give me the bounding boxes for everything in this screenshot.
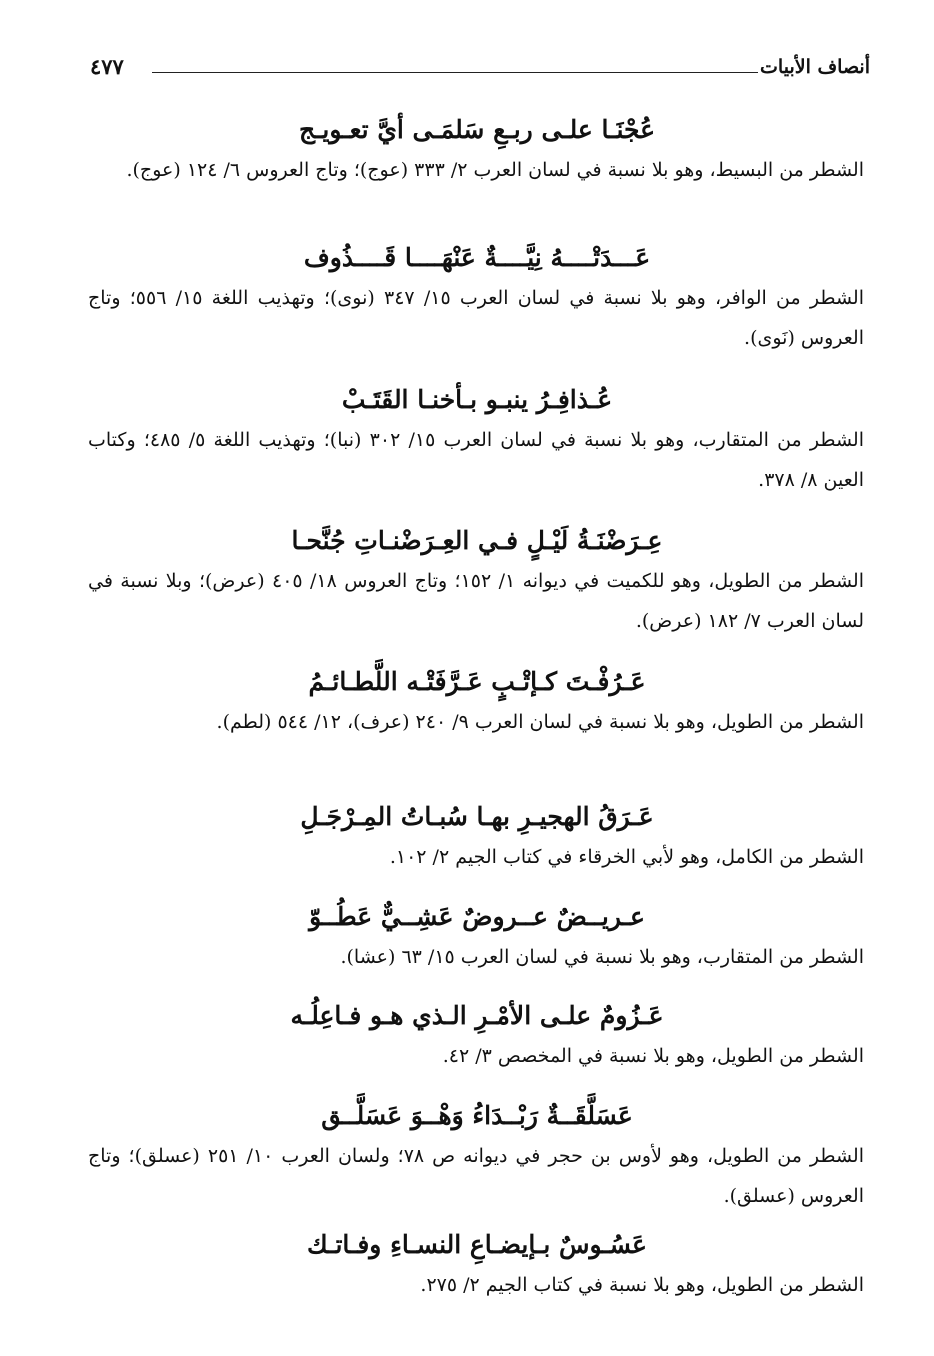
verse-note: الشطر من البسيط، وهو بلا نسبة في لسان العرب ٢/ ٣٣٣ (عوج)؛ وتاج العروس ٦/ ١٢٤ (عوج).	[126, 159, 864, 181]
verse-entry	[88, 380, 866, 500]
half-verse: عَـرُفْـتَ كـإتْـبٍ عَـرَّفَتْـه اللَّطـائـمُ	[308, 667, 646, 696]
half-verse: عُجْنَـا علـى ربـعِ سَلمَـى أيَّ تعـويـج	[298, 115, 656, 144]
verse-note: الشطر من الوافر، وهو بلا نسبة في لسان العرب ١٥/ ٣٤٧ (نوى)؛ وتهذيب اللغة ١٥/ ٥٥٦؛ وتاج العروس (نَوى).	[88, 287, 864, 349]
header-rule	[152, 72, 758, 73]
verse-entry	[88, 238, 866, 358]
verse-note: الشطر من الطويل، وهو بلا نسبة في كتاب الجيم ٢/ ٢٧٥.	[420, 1274, 864, 1296]
chapter-title: أنصاف الأبيات	[760, 56, 870, 78]
verse-entry	[88, 797, 866, 877]
half-verse: عُـذافِـرُ ينبـو بـأخنـا القَتَـبْ	[341, 385, 613, 414]
half-verse: عَسَلَّقَــةٌ رَبْــدَاءُ وَهْــوَ عَسَلَّــق	[321, 1101, 633, 1130]
half-verse: عَـــدَتْــــهُ نِيَّــــةٌ عَنْهَــــا قَــــذُوف	[303, 243, 651, 272]
verse-entry	[88, 110, 866, 190]
verse-note: الشطر من المتقارب، وهو بلا نسبة في لسان العرب ١٥/ ٦٣ (عشا).	[340, 946, 864, 968]
half-verse: عـريــضٌ عــروضٌ عَشِــيٌّ عَطُــوّ	[309, 902, 645, 931]
verse-entry	[88, 1096, 866, 1216]
verse-entry	[88, 897, 866, 977]
half-verse: عِـرَضْنَـةُ لَيْـلٍ فـي العِـرَضْنـاتِ جُنَّحـا	[291, 526, 663, 555]
verse-note: الشطر من الطويل، وهو بلا نسبة في المخصص ٣/ ٤٢.	[442, 1045, 864, 1067]
half-verse: عَسُـوسٌ بـإيضـاعِ النسـاءِ وفـاتـك	[307, 1230, 647, 1259]
verse-note: الشطر من المتقارب، وهو بلا نسبة في لسان العرب ١٥/ ٣٠٢ (نبا)؛ وتهذيب اللغة ٥/ ٤٨٥؛ وكتاب العين ٨/ ٣٧٨.	[88, 429, 864, 491]
verse-note: الشطر من الطويل، وهو للكميت في ديوانه ١/ ١٥٢؛ وتاج العروس ١٨/ ٤٠٥ (عرض)؛ وبلا نسبة في لسان العرب ٧/ ١٨٢ (عرض).	[88, 570, 864, 632]
verse-entry	[88, 996, 866, 1076]
half-verse: عَـرَقُ الهجيـرِ بهـا سُبـاتُ المِـرْجَـلِ	[300, 802, 654, 831]
verse-note: الشطر من الطويل، وهو لأوس بن حجر في ديوانه ص ٧٨؛ ولسان العرب ١٠/ ٢٥١ (عسلق)؛ وتاج العروس (عسلق).	[88, 1145, 864, 1207]
verse-entry	[88, 1225, 866, 1305]
verse-note: الشطر من الكامل، وهو لأبي الخرقاء في كتاب الجيم ٢/ ١٠٢.	[389, 846, 864, 868]
verse-entry	[88, 662, 866, 742]
running-header	[90, 50, 870, 86]
verse-note: الشطر من الطويل، وهو بلا نسبة في لسان العرب ٩/ ٢٤٠ (عرف)، ١٢/ ٥٤٤ (لطم).	[216, 711, 864, 733]
page-number: ٤٧٧	[90, 54, 124, 79]
verse-entry	[88, 521, 866, 641]
half-verse: عَـزُومٌ علـى الأمْـرِ الـذي هـو فـاعِلُـه	[290, 1001, 664, 1030]
